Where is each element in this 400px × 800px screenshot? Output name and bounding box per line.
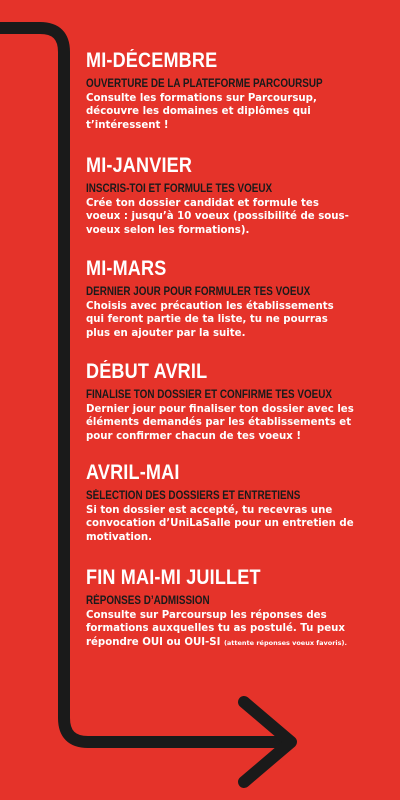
step-title: INSCRIS-TOI ET FORMULE TES VOEUX — [86, 183, 273, 195]
step-date: FIN MAI-MI JUILLET — [86, 566, 261, 589]
timeline-step-mid-march — [86, 258, 386, 340]
timeline-step-late-may-mid-july — [86, 567, 386, 650]
step-text: Dernier jour pour finaliser ton dossier avec les éléments demandés par les établissements et pour confirmer chacun de tes voeux ! — [86, 404, 354, 442]
step-title: DERNIER JOUR POUR FORMULER TES VOEUX — [86, 286, 311, 298]
step-date: MI-MARS — [86, 257, 167, 280]
timeline-step-mid-december — [86, 50, 386, 132]
step-text: Crée ton dossier candidat et formule tes voeux : jusqu’à 10 voeux (possibilité de sous-voeux selon les formations). — [86, 198, 349, 236]
step-text: Si ton dossier est accepté, tu recevras une convocation d’UniLaSalle pour un entretien de motivation. — [86, 505, 354, 543]
step-text: Choisis avec précaution les établissements qui feront partie de ta liste, tu ne pourras plus en ajouter par la suite. — [86, 301, 334, 339]
timeline-step-april-may — [86, 462, 386, 544]
timeline-step-mid-january — [86, 155, 386, 237]
step-text-note: (attente réponses voeux favoris). — [223, 638, 347, 647]
step-title: SÉLECTION DES DOSSIERS ET ENTRETIENS — [86, 490, 301, 502]
step-title: FINALISE TON DOSSIER ET CONFIRME TES VOEUX — [86, 389, 333, 401]
step-date: MI-DÉCEMBRE — [86, 49, 218, 72]
step-text — [86, 609, 354, 650]
step-text: Consulte les formations sur Parcoursup, découvre les domaines et diplômes qui t’intéressent ! — [86, 93, 317, 131]
step-date: DÉBUT AVRIL — [86, 360, 208, 383]
step-text-main: Consulte sur Parcoursup les réponses des formations auxquelles tu as postulé. Tu peux répondre OUI ou OUI-SI — [86, 610, 345, 648]
step-date: AVRIL-MAI — [86, 461, 180, 484]
timeline-step-early-april — [86, 361, 386, 443]
step-date: MI-JANVIER — [86, 154, 193, 177]
step-title: OUVERTURE DE LA PLATEFORME PARCOURSUP — [86, 78, 323, 90]
step-title: RÉPONSES D’ADMISSION — [86, 595, 210, 607]
